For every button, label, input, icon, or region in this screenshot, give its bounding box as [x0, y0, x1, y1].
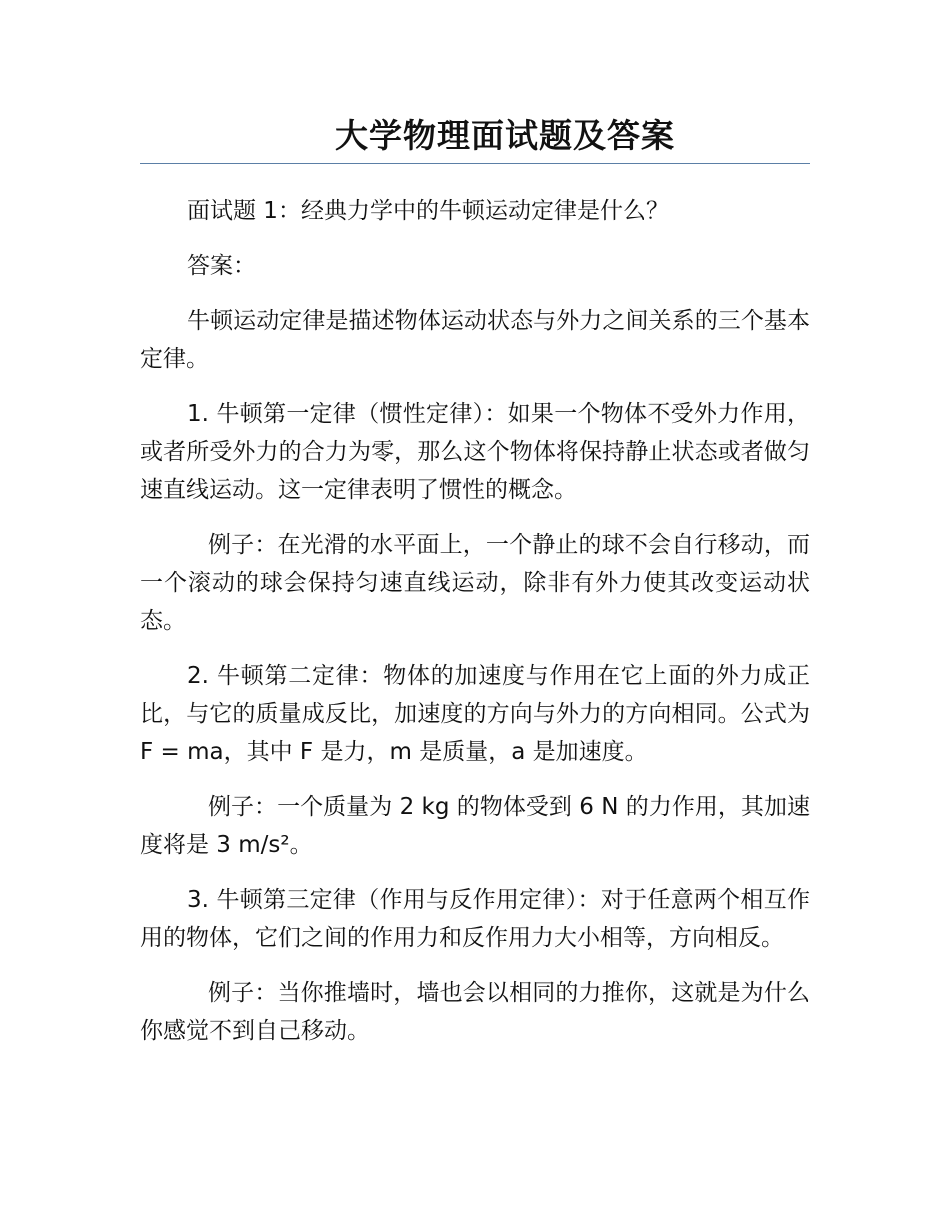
third-law-example: 例子：当你推墙时，墙也会以相同的力推你，这就是为什么你感觉不到自己移动。 [140, 980, 810, 1044]
intro-paragraph: 牛顿运动定律是描述物体运动状态与外力之间关系的三个基本定律。 [140, 308, 810, 372]
second-law-example: 例子：一个质量为 2 kg 的物体受到 6 N 的力作用，其加速度将是 3 m/s²。 [140, 794, 810, 858]
second-law-paragraph: 2. 牛顿第二定律：物体的加速度与作用在它上面的外力成正比，与它的质量成反比，加速度的方向与外力的方向相同。公式为 F = ma，其中 F 是力，m 是质量，a 是加速度。 [140, 663, 810, 765]
first-law-paragraph: 1. 牛顿第一定律（惯性定律）：如果一个物体不受外力作用，或者所受外力的合力为零，那么这个物体将保持静止状态或者做匀速直线运动。这一定律表明了惯性的概念。 [140, 401, 810, 503]
document-body [140, 192, 810, 1067]
question-paragraph: 面试题 1：经典力学中的牛顿运动定律是什么？ [187, 198, 669, 224]
first-law-example: 例子：在光滑的水平面上，一个静止的球不会自行移动，而一个滚动的球会保持匀速直线运动，除非有外力使其改变运动状态。 [140, 532, 810, 634]
title-underline [140, 163, 810, 164]
answer-label: 答案： [187, 253, 256, 279]
document-title: 大学物理面试题及答案 [335, 116, 675, 155]
third-law-paragraph: 3. 牛顿第三定律（作用与反作用定律）：对于任意两个相互作用的物体，它们之间的作用力和反作用力大小相等，方向相反。 [140, 887, 810, 951]
